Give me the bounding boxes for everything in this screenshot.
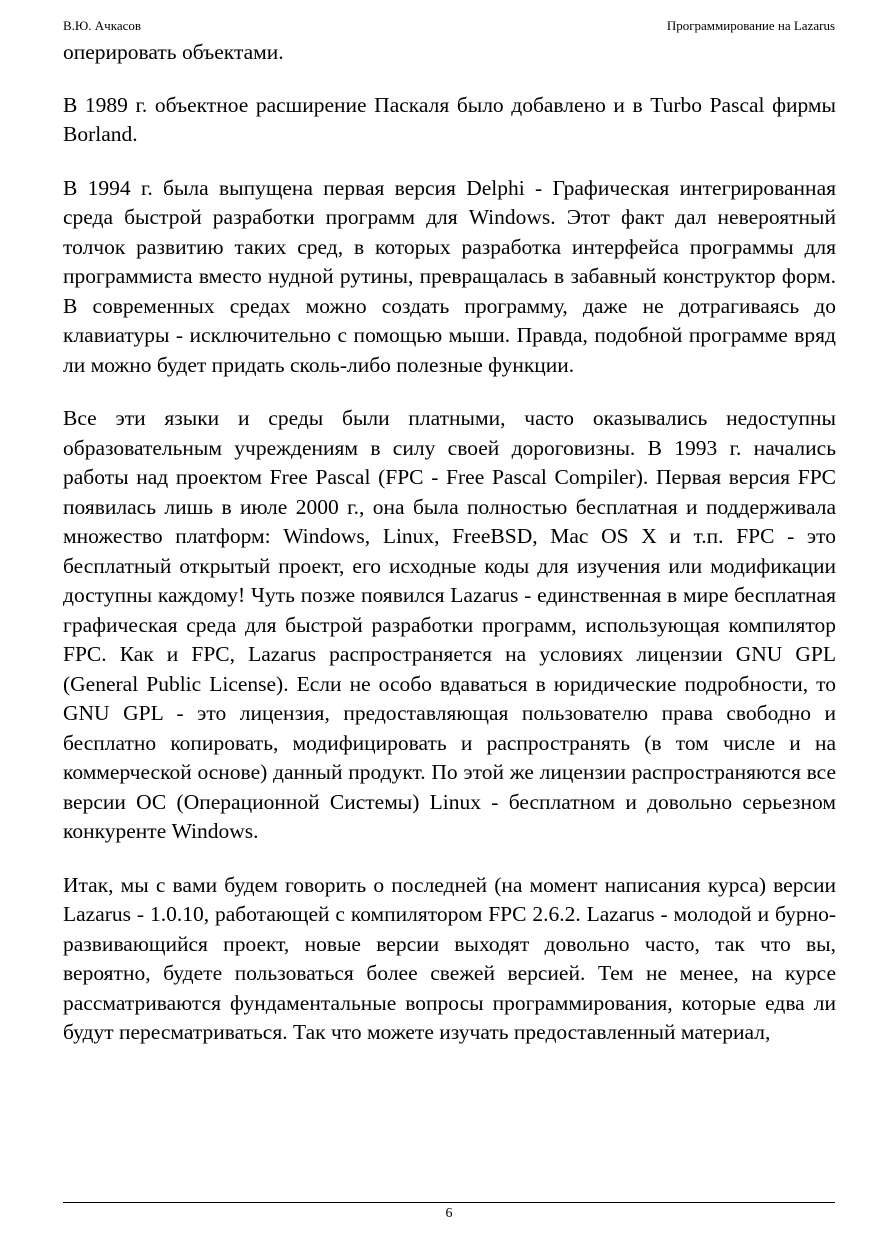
- paragraph-lazarus-version: Итак, мы с вами будем говорить о последней (на момент написания курса) версии Lazarus - 1.0.10, работающей с компилятором FPC 2.6.2. Lazarus - молодой и бурно-развивающийся проект, новые версии выходят довольно часто, так что вы, вероятно, будете пользоваться более свежей версией. Тем не менее, на курсе рассматриваются фундаментальные вопросы программирования, которые едва ли будут пересматриваться. Так что можете изучать предоставленный материал,: [63, 872, 836, 1044]
- paragraph-continuation: оперировать объектами.: [63, 40, 284, 64]
- paragraph-free-pascal: Все эти языки и среды были платными, часто оказывались недоступны образовательным учреждениям в силу своей дороговизны. В 1993 г. начались работы над проектом Free Pascal (FPC - Free Pascal Compiler). Первая версия FPC появилась лишь в июле 2000 г., она была полностью бесплатная и поддерживала множество платформ: Windows, Linux, FreeBSD, Mac OS X и т.п. FPC - это бесплатный открытый проект, его исходные коды для изучения или модификации доступны каждому! Чуть позже появился Lazarus - единственная в мире бесплатная графическая среда для быстрой разработки программ, использующая компилятор FPC. Как и FPC, Lazarus распространяется на условиях лицензии GNU GPL (General Public License). Если не особо вдаваться в юридические подробности, то GNU GPL - это лицензия, предоставляющая пользователю права свободно и бесплатно копировать, модифицировать и распространять (в том числе и на коммерческой основе) данный продукт. По этой же лицензии распространяются все версии ОС (Операционной Системы) Linux - бесплатном и довольно серьезном конкуренте Windows.: [63, 406, 836, 843]
- header-book-title: Программирование на Lazarus: [666, 18, 835, 33]
- page-number: 6: [445, 1206, 453, 1221]
- paragraph-delphi: В 1994 г. была выпущена первая версия Delphi - Графическая интегрированная среда быстрой разработки программ для Windows. Этот факт дал невероятный толчок развитию таких сред, в которых разработка интерфейса программы для программиста вместо нудной рутины, превращалась в забавный конструктор форм. В современных средах можно создать программу, даже не дотрагиваясь до клавиатуры - исключительно с помощью мыши. Правда, подобной программе вряд ли можно будет придать сколь-либо полезные функции.: [63, 175, 836, 377]
- footer-divider: [63, 1202, 835, 1203]
- paragraph-turbo-pascal: В 1989 г. объектное расширение Паскаля было добавлено и в Turbo Pascal фирмы Borland.: [63, 92, 836, 146]
- header-author: В.Ю. Ачкасов: [63, 18, 142, 33]
- page-header: [63, 17, 835, 35]
- page-body: [63, 38, 836, 1072]
